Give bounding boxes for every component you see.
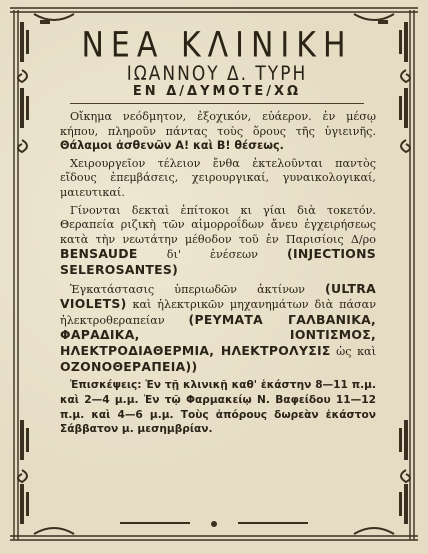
paragraph-building: Οἴκημα νεόδμητον, ἐξοχικόν, εὐάερον. ἐν μέσῳ κήπου, πληροῦν πάντας τοὺς ὅρους τῆς ὑγιεινῆς. Θάλαμοι ἀσθενῶν Α! καὶ Β! θέσεως. (60, 110, 376, 153)
paragraph-treatment: Γίνονται δεκταὶ ἐπίτοκοι κι γίαι διὰ τοκετόν. Θεραπεία ριζικὴ τῶν αἱμορροΐδων ἄνευ ἐγχειρήσεως κατὰ τὴν νεωτάτην μέθοδον τοῦ ἐν Παρισίοις Δ/ρο BENSAUDE δι' ἐνέσεων (INJECTIONS SELEROSANTES) (60, 203, 377, 277)
paragraph-surgery: Χειρουργεῖον τέλειον ἔνθα ἐκτελοῦνται παντὸς εἴδους ἐπεμβάσεις, χειρουργικαί, γυναικολογικαί, μαιευτικαί. (60, 156, 376, 199)
ad-body (52, 110, 382, 437)
page-title: ΝΕΑ ΚΛΙΝΙΚΗ (81, 25, 353, 66)
divider (70, 103, 364, 104)
paragraph-equipment: Ἐγκατάστασις ὑπεριωδῶν ἀκτίνων (ULTRA VIOLETS) καὶ ἠλεκτρικῶν μηχανημάτων διὰ πάσαν ἠλεκτροθεραπείαν (ΡΕΥΜΑΤΑ ΓΑΛΒΑΝΙΚΑ, ΦΑΡΑΔΙΚΑ, ΙΟΝΤΙΣΜΟΣ, ΗΛΕΚΤΡΟΔΙΑΘΕΡΜΙΑ, ΗΛΕΚΤΡΟΛΥΣΙΣ ὡς καὶ ΟΖΟΝΟΘΕΡΑΠΕΙΑ)) (60, 280, 377, 374)
owner-name: ΙΩΑΝΝΟΥ Δ. ΤΥΡΗ (126, 62, 308, 86)
owner-role: ΕΝ Δ/ΔΥΜΟΤΕ/ΧΩ (132, 84, 302, 99)
advertisement-content (52, 25, 382, 510)
paragraph-visiting-hours: Ἐπισκέψεις: Ἐν τῇ κλινικῇ καθ' ἑκάστην 8—11 π.μ. καὶ 2—4 μ.μ. Ἐν τῷ Φαρμακείῳ Ν. Βαφείδου 11—12 π.μ. καὶ 4—6 μ.μ. Τοὺς ἀπόρους δωρεὰν ἑκάστον Σάββατον μ. μεσημβρίαν. (60, 379, 376, 436)
